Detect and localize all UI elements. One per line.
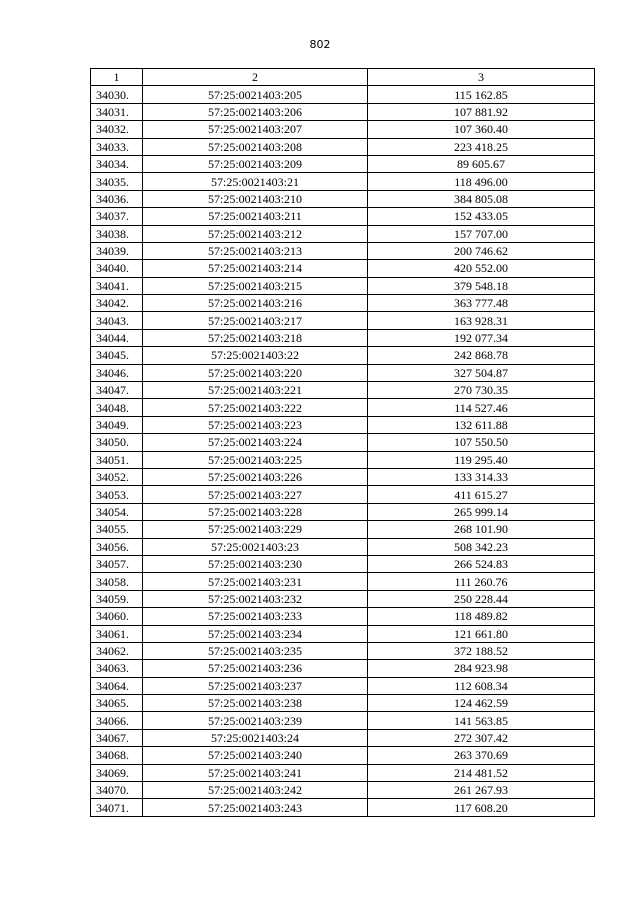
row-number-cell: 34050. xyxy=(91,434,143,451)
table-row xyxy=(91,625,595,642)
row-number-cell: 34058. xyxy=(91,573,143,590)
row-number-cell: 34052. xyxy=(91,468,143,485)
cadastral-value-cell: 265 999.14 xyxy=(368,503,595,520)
row-number-cell: 34048. xyxy=(91,399,143,416)
table-row xyxy=(91,590,595,607)
cadastral-value-cell: 117 608.20 xyxy=(368,799,595,816)
cadastral-value-cell: 363 777.48 xyxy=(368,295,595,312)
cadastral-value-cell: 121 661.80 xyxy=(368,625,595,642)
cadastral-number-cell: 57:25:0021403:237 xyxy=(143,677,368,694)
table-body xyxy=(91,86,595,816)
cadastral-value-cell: 141 563.85 xyxy=(368,712,595,729)
cadastral-number-cell: 57:25:0021403:226 xyxy=(143,468,368,485)
table-row xyxy=(91,155,595,172)
cadastral-value-cell: 270 730.35 xyxy=(368,382,595,399)
table-row xyxy=(91,86,595,103)
cadastral-number-cell: 57:25:0021403:213 xyxy=(143,242,368,259)
table-row xyxy=(91,173,595,190)
cadastral-value-cell: 107 881.92 xyxy=(368,103,595,120)
cadastral-value-cell: 118 496.00 xyxy=(368,173,595,190)
cadastral-number-cell: 57:25:0021403:23 xyxy=(143,538,368,555)
row-number-cell: 34071. xyxy=(91,799,143,816)
cadastral-value-cell: 327 504.87 xyxy=(368,364,595,381)
table-row xyxy=(91,573,595,590)
cadastral-number-cell: 57:25:0021403:236 xyxy=(143,660,368,677)
row-number-cell: 34064. xyxy=(91,677,143,694)
row-number-cell: 34034. xyxy=(91,155,143,172)
row-number-cell: 34070. xyxy=(91,782,143,799)
cadastral-number-cell: 57:25:0021403:242 xyxy=(143,782,368,799)
page-number: 802 xyxy=(309,38,331,51)
row-number-cell: 34041. xyxy=(91,277,143,294)
row-number-cell: 34033. xyxy=(91,138,143,155)
cadastral-number-cell: 57:25:0021403:228 xyxy=(143,503,368,520)
cadastral-value-cell: 152 433.05 xyxy=(368,208,595,225)
row-number-cell: 34066. xyxy=(91,712,143,729)
row-number-cell: 34032. xyxy=(91,121,143,138)
table-row xyxy=(91,521,595,538)
table-row xyxy=(91,434,595,451)
row-number-cell: 34047. xyxy=(91,382,143,399)
cadastral-number-cell: 57:25:0021403:215 xyxy=(143,277,368,294)
row-number-cell: 34049. xyxy=(91,416,143,433)
row-number-cell: 34031. xyxy=(91,103,143,120)
cadastral-value-cell: 132 611.88 xyxy=(368,416,595,433)
cadastral-number-cell: 57:25:0021403:220 xyxy=(143,364,368,381)
cadastral-number-cell: 57:25:0021403:234 xyxy=(143,625,368,642)
cadastral-value-cell: 261 267.93 xyxy=(368,782,595,799)
cadastral-number-cell: 57:25:0021403:232 xyxy=(143,590,368,607)
row-number-cell: 34059. xyxy=(91,590,143,607)
row-number-cell: 34038. xyxy=(91,225,143,242)
cadastral-number-cell: 57:25:0021403:241 xyxy=(143,764,368,781)
cadastral-number-cell: 57:25:0021403:223 xyxy=(143,416,368,433)
cadastral-value-cell: 192 077.34 xyxy=(368,329,595,346)
cadastral-value-cell: 268 101.90 xyxy=(368,521,595,538)
cadastral-number-cell: 57:25:0021403:225 xyxy=(143,451,368,468)
table-header-row xyxy=(91,69,595,86)
cadastral-number-cell: 57:25:0021403:243 xyxy=(143,799,368,816)
cadastral-number-cell: 57:25:0021403:206 xyxy=(143,103,368,120)
row-number-cell: 34055. xyxy=(91,521,143,538)
cadastral-number-cell: 57:25:0021403:229 xyxy=(143,521,368,538)
table-row xyxy=(91,486,595,503)
table-row xyxy=(91,382,595,399)
cadastral-value-cell: 214 481.52 xyxy=(368,764,595,781)
table-row xyxy=(91,729,595,746)
column-header-number: 1 xyxy=(91,69,143,86)
table-row xyxy=(91,799,595,816)
row-number-cell: 34035. xyxy=(91,173,143,190)
cadastral-number-cell: 57:25:0021403:218 xyxy=(143,329,368,346)
table-row xyxy=(91,642,595,659)
cadastral-number-cell: 57:25:0021403:217 xyxy=(143,312,368,329)
table-row xyxy=(91,399,595,416)
row-number-cell: 34046. xyxy=(91,364,143,381)
row-number-cell: 34036. xyxy=(91,190,143,207)
row-number-cell: 34056. xyxy=(91,538,143,555)
table-row xyxy=(91,677,595,694)
table-row xyxy=(91,277,595,294)
table-row xyxy=(91,121,595,138)
table-row xyxy=(91,451,595,468)
table-row xyxy=(91,747,595,764)
table-row xyxy=(91,782,595,799)
cadastral-number-cell: 57:25:0021403:205 xyxy=(143,86,368,103)
table-row xyxy=(91,503,595,520)
cadastral-value-cell: 266 524.83 xyxy=(368,555,595,572)
cadastral-value-cell: 200 746.62 xyxy=(368,242,595,259)
cadastral-number-cell: 57:25:0021403:239 xyxy=(143,712,368,729)
table-row xyxy=(91,242,595,259)
cadastral-value-cell: 284 923.98 xyxy=(368,660,595,677)
cadastral-value-cell: 242 868.78 xyxy=(368,347,595,364)
table-row xyxy=(91,103,595,120)
table-row xyxy=(91,190,595,207)
row-number-cell: 34051. xyxy=(91,451,143,468)
column-header-cadastral-number: 2 xyxy=(143,69,368,86)
row-number-cell: 34043. xyxy=(91,312,143,329)
cadastral-number-cell: 57:25:0021403:210 xyxy=(143,190,368,207)
cadastral-number-cell: 57:25:0021403:240 xyxy=(143,747,368,764)
cadastral-value-cell: 372 188.52 xyxy=(368,642,595,659)
cadastral-value-cell: 124 462.59 xyxy=(368,695,595,712)
table-row xyxy=(91,416,595,433)
cadastral-value-cell: 133 314.33 xyxy=(368,468,595,485)
row-number-cell: 34062. xyxy=(91,642,143,659)
row-number-cell: 34053. xyxy=(91,486,143,503)
cadastral-number-cell: 57:25:0021403:21 xyxy=(143,173,368,190)
row-number-cell: 34037. xyxy=(91,208,143,225)
row-number-cell: 34063. xyxy=(91,660,143,677)
table-row xyxy=(91,712,595,729)
table-row xyxy=(91,225,595,242)
cadastral-number-cell: 57:25:0021403:212 xyxy=(143,225,368,242)
cadastral-number-cell: 57:25:0021403:208 xyxy=(143,138,368,155)
table-row xyxy=(91,608,595,625)
cadastral-value-cell: 384 805.08 xyxy=(368,190,595,207)
row-number-cell: 34039. xyxy=(91,242,143,259)
row-number-cell: 34042. xyxy=(91,295,143,312)
table-row xyxy=(91,347,595,364)
cadastral-value-cell: 263 370.69 xyxy=(368,747,595,764)
table-row xyxy=(91,555,595,572)
cadastral-value-cell: 272 307.42 xyxy=(368,729,595,746)
column-header-value: 3 xyxy=(368,69,595,86)
table-row xyxy=(91,660,595,677)
cadastral-number-cell: 57:25:0021403:221 xyxy=(143,382,368,399)
cadastral-value-cell: 411 615.27 xyxy=(368,486,595,503)
row-number-cell: 34054. xyxy=(91,503,143,520)
cadastral-number-cell: 57:25:0021403:235 xyxy=(143,642,368,659)
row-number-cell: 34065. xyxy=(91,695,143,712)
cadastral-number-cell: 57:25:0021403:211 xyxy=(143,208,368,225)
table-row xyxy=(91,538,595,555)
cadastral-number-cell: 57:25:0021403:224 xyxy=(143,434,368,451)
table-row xyxy=(91,260,595,277)
cadastral-value-cell: 420 552.00 xyxy=(368,260,595,277)
row-number-cell: 34040. xyxy=(91,260,143,277)
cadastral-value-cell: 107 550.50 xyxy=(368,434,595,451)
cadastral-value-cell: 112 608.34 xyxy=(368,677,595,694)
cadastral-value-cell: 157 707.00 xyxy=(368,225,595,242)
cadastral-value-cell: 508 342.23 xyxy=(368,538,595,555)
row-number-cell: 34060. xyxy=(91,608,143,625)
table-row xyxy=(91,138,595,155)
cadastral-value-cell: 379 548.18 xyxy=(368,277,595,294)
table-row xyxy=(91,295,595,312)
cadastral-number-cell: 57:25:0021403:230 xyxy=(143,555,368,572)
cadastral-value-cell: 89 605.67 xyxy=(368,155,595,172)
table-row xyxy=(91,208,595,225)
row-number-cell: 34068. xyxy=(91,747,143,764)
table-row xyxy=(91,329,595,346)
cadastral-number-cell: 57:25:0021403:233 xyxy=(143,608,368,625)
cadastral-value-cell: 111 260.76 xyxy=(368,573,595,590)
table-row xyxy=(91,764,595,781)
cadastral-number-cell: 57:25:0021403:209 xyxy=(143,155,368,172)
cadastral-value-cell: 114 527.46 xyxy=(368,399,595,416)
row-number-cell: 34067. xyxy=(91,729,143,746)
row-number-cell: 34069. xyxy=(91,764,143,781)
cadastral-number-cell: 57:25:0021403:231 xyxy=(143,573,368,590)
row-number-cell: 34030. xyxy=(91,86,143,103)
row-number-cell: 34045. xyxy=(91,347,143,364)
cadastral-number-cell: 57:25:0021403:207 xyxy=(143,121,368,138)
cadastral-value-cell: 250 228.44 xyxy=(368,590,595,607)
row-number-cell: 34044. xyxy=(91,329,143,346)
cadastral-number-cell: 57:25:0021403:222 xyxy=(143,399,368,416)
cadastral-number-cell: 57:25:0021403:214 xyxy=(143,260,368,277)
cadastral-value-cell: 118 489.82 xyxy=(368,608,595,625)
cadastral-value-cell: 107 360.40 xyxy=(368,121,595,138)
row-number-cell: 34057. xyxy=(91,555,143,572)
cadastral-number-cell: 57:25:0021403:24 xyxy=(143,729,368,746)
cadastral-value-cell: 163 928.31 xyxy=(368,312,595,329)
table-row xyxy=(91,364,595,381)
row-number-cell: 34061. xyxy=(91,625,143,642)
table-row xyxy=(91,468,595,485)
table-row xyxy=(91,312,595,329)
cadastral-number-cell: 57:25:0021403:216 xyxy=(143,295,368,312)
cadastral-value-cell: 115 162.85 xyxy=(368,86,595,103)
cadastral-value-cell: 223 418.25 xyxy=(368,138,595,155)
table-row xyxy=(91,695,595,712)
cadastral-number-cell: 57:25:0021403:227 xyxy=(143,486,368,503)
cadastral-number-cell: 57:25:0021403:22 xyxy=(143,347,368,364)
cadastral-value-table xyxy=(90,68,595,817)
cadastral-value-cell: 119 295.40 xyxy=(368,451,595,468)
cadastral-number-cell: 57:25:0021403:238 xyxy=(143,695,368,712)
